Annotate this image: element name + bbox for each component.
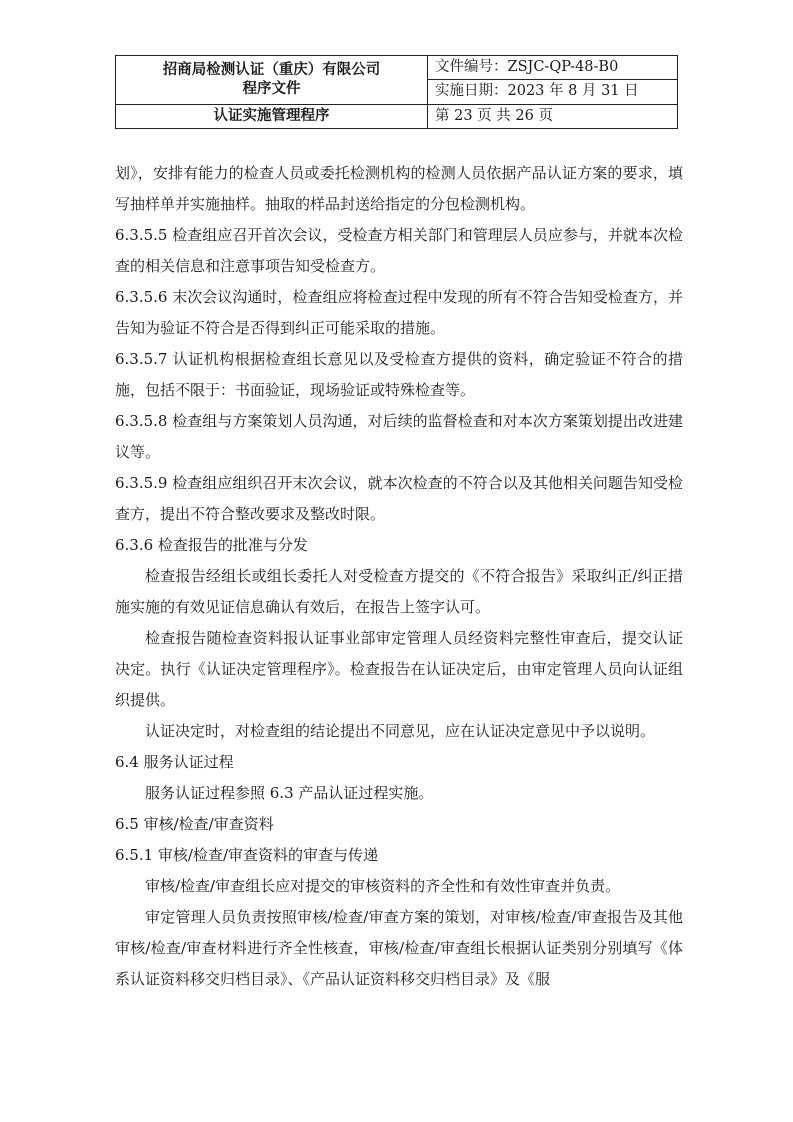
company-name: 招商局检测认证（重庆）有限公司 <box>162 61 381 78</box>
heading-6-5-1: 6.5.1 审核/检查/审查资料的审查与传递 <box>115 846 379 864</box>
page-info: 第 23 页 共 26 页 <box>428 104 678 128</box>
heading-6-4: 6.4 服务认证过程 <box>115 753 234 771</box>
company-cell <box>116 56 428 105</box>
document-number: 文件编号：ZSJC-QP-48-B0 <box>428 56 678 80</box>
document-type: 程序文件 <box>242 80 301 97</box>
clause-6-3-5-8: 6.3.5.8 检查组与方案策划人员沟通，对后续的监督检查和对本次方案策划提出改进建议等。 <box>115 412 683 461</box>
document-body <box>115 158 683 995</box>
clause-6-3-5-9: 6.3.5.9 检查组应组织召开末次会议，就本次检查的不符合以及其他相关问题告知受检查方，提出不符合整改要求及整改时限。 <box>115 474 683 523</box>
paragraph-report-submission: 检查报告随检查资料报认证事业部审定管理人员经资料完整性审查后，提交认证决定。执行《认证决定管理程序》。检查报告在认证决定后，由审定管理人员向认证组织提供。 <box>115 629 683 709</box>
paragraph-continued: 划》，安排有能力的检查人员或委托检测机构的检测人员依据产品认证方案的要求，填写抽样单并实施抽样。抽取的样品封送给指定的分包检测机构。 <box>115 164 683 213</box>
heading-6-3-6: 6.3.6 检查报告的批准与分发 <box>115 536 308 554</box>
document-header-table <box>115 55 678 129</box>
heading-6-5: 6.5 审核/检查/审查资料 <box>115 815 274 833</box>
effective-date: 实施日期：2023 年 8 月 31 日 <box>428 80 678 104</box>
paragraph-leader-responsibility: 审核/检查/审查组长应对提交的审核资料的齐全性和有效性审查并负责。 <box>145 877 621 895</box>
clause-6-3-5-7: 6.3.5.7 认证机构根据检查组长意见以及受检查方提供的资料，确定验证不符合的措施，包括不限于：书面验证，现场验证或特殊检查等。 <box>115 350 683 399</box>
paragraph-service-process: 服务认证过程参照 6.3 产品认证过程实施。 <box>145 784 434 802</box>
paragraph-archive-review: 审定管理人员负责按照审核/检查/审查方案的策划，对审核/检查/审查报告及其他审核/检查/审查材料进行齐全性核查，审核/检查/审查组长根据认证类别分别填写《体系认证资料移交归档目录》、《产品认证资料移交归档目录》及《服 <box>115 908 683 988</box>
procedure-name: 认证实施管理程序 <box>116 104 428 128</box>
clause-6-3-5-5: 6.3.5.5 检查组应召开首次会议，受检查方相关部门和管理层人员应参与，并就本次检查的相关信息和注意事项告知受检查方。 <box>115 226 683 275</box>
paragraph-report-approval: 检查报告经组长或组长委托人对受检查方提交的《不符合报告》采取纠正/纠正措施实施的有效见证信息确认有效后，在报告上签字认可。 <box>115 567 683 616</box>
paragraph-decision-note: 认证决定时，对检查组的结论提出不同意见，应在认证决定意见中予以说明。 <box>145 722 656 740</box>
clause-6-3-5-6: 6.3.5.6 末次会议沟通时，检查组应将检查过程中发现的所有不符合告知受检查方，并告知为验证不符合是否得到纠正可能采取的措施。 <box>115 288 683 337</box>
